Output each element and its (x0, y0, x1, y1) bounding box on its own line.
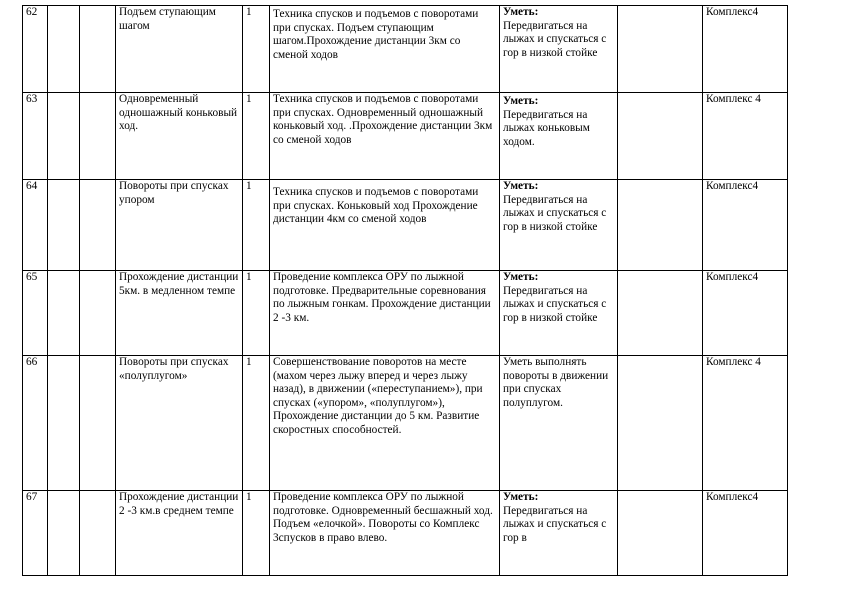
lesson-content: Техника спусков и подъемов с поворотами при спусках. Одновременный одношажный коньковый ход. .Прохождение дистанции 3км со сменой ходов (270, 93, 500, 180)
control-form: Комплекс 4 (703, 356, 788, 491)
lesson-content: Совершенствование поворотов на месте (махом через лыжу вперед и через лыжу назад), в движении («переступанием»), при спусках («упором», «полуплугом»), Прохождение дистанции до 5 км. Развитие скоростных способностей. (270, 356, 500, 491)
lesson-content: Проведение комплекса ОРУ по лыжной подготовке. Предварительные соревнования по лыжным гонкам. Прохождение дистанции 2 -3 км. (270, 271, 500, 356)
empty-cell (80, 180, 116, 271)
skill-text: Передвигаться на лыжах и спускаться с гор в низкой стойке (503, 193, 607, 233)
skill-text: Передвигаться на лыжах и спускаться с гор в низкой стойке (503, 284, 607, 324)
control-form: Комплекс4 (703, 6, 788, 93)
empty-cell (80, 93, 116, 180)
empty-cell (80, 491, 116, 576)
lesson-topic: Прохождение дистанции 5км. в медленном темпе (116, 271, 243, 356)
lesson-topic: Одновременный одношажный коньковый ход. (116, 93, 243, 180)
empty-cell (48, 491, 80, 576)
skill-text: Уметь выполнять повороты в движении при спусках полуплугом. (503, 356, 609, 409)
empty-cell (48, 6, 80, 93)
empty-cell (618, 491, 703, 576)
control-form: Комплекс4 (703, 491, 788, 576)
lesson-hours: 1 (243, 180, 270, 271)
empty-cell (618, 356, 703, 491)
skill-cell (500, 180, 618, 271)
table-row (23, 491, 788, 576)
lesson-hours: 1 (243, 93, 270, 180)
lesson-content: Техника спусков и подъемов с поворотами при спусках. Коньковый ход Прохождение дистанции 4км со сменой ходов (270, 180, 500, 271)
skill-cell (500, 356, 618, 491)
table-row (23, 180, 788, 271)
empty-cell (618, 6, 703, 93)
lesson-plan-table (22, 5, 788, 576)
lesson-number: 67 (23, 491, 48, 576)
empty-cell (80, 6, 116, 93)
lesson-topic: Подъем ступающим шагом (116, 6, 243, 93)
empty-cell (618, 271, 703, 356)
skill-cell (500, 271, 618, 356)
skill-cell (500, 491, 618, 576)
lesson-content: Техника спусков и подъемов с поворотами при спусках. Подъем ступающим шагом.Прохождение дистанции 3км со сменой ходов (270, 6, 500, 93)
table-row (23, 356, 788, 491)
table-row (23, 6, 788, 93)
skill-text: Передвигаться на лыжах и спускаться с гор в низкой стойке (503, 19, 607, 59)
table-row (23, 93, 788, 180)
empty-cell (618, 180, 703, 271)
lesson-number: 63 (23, 93, 48, 180)
skill-cell (500, 93, 618, 180)
control-form: Комплекс4 (703, 180, 788, 271)
lesson-topic: Повороты при спусках «полуплугом» (116, 356, 243, 491)
empty-cell (48, 356, 80, 491)
skill-title: Уметь: (503, 95, 539, 107)
skill-text: Передвигаться на лыжах коньковым ходом. (503, 108, 590, 148)
skill-title: Уметь: (503, 271, 539, 283)
lesson-hours: 1 (243, 271, 270, 356)
empty-cell (80, 356, 116, 491)
lesson-topic: Прохождение дистанции 2 -3 км.в среднем темпе (116, 491, 243, 576)
empty-cell (48, 180, 80, 271)
skill-text: Передвигаться на лыжах и спускаться с гор в (503, 504, 607, 544)
empty-cell (48, 271, 80, 356)
lesson-hours: 1 (243, 356, 270, 491)
skill-cell (500, 6, 618, 93)
control-form: Комплекс4 (703, 271, 788, 356)
empty-cell (80, 271, 116, 356)
lesson-number: 62 (23, 6, 48, 93)
skill-title: Уметь: (503, 180, 539, 192)
skill-title: Уметь: (503, 6, 539, 18)
table-row (23, 271, 788, 356)
lesson-content: Проведение комплекса ОРУ по лыжной подготовке. Одновременный бесшажный ход. Подъем «елочкой». Повороты со Комплекс 3спусков в право влево. (270, 491, 500, 576)
lesson-number: 64 (23, 180, 48, 271)
control-form: Комплекс 4 (703, 93, 788, 180)
lesson-number: 66 (23, 356, 48, 491)
lesson-topic: Повороты при спусках упором (116, 180, 243, 271)
skill-title: Уметь: (503, 491, 539, 503)
empty-cell (618, 93, 703, 180)
lesson-hours: 1 (243, 6, 270, 93)
lesson-number: 65 (23, 271, 48, 356)
empty-cell (48, 93, 80, 180)
lesson-hours: 1 (243, 491, 270, 576)
